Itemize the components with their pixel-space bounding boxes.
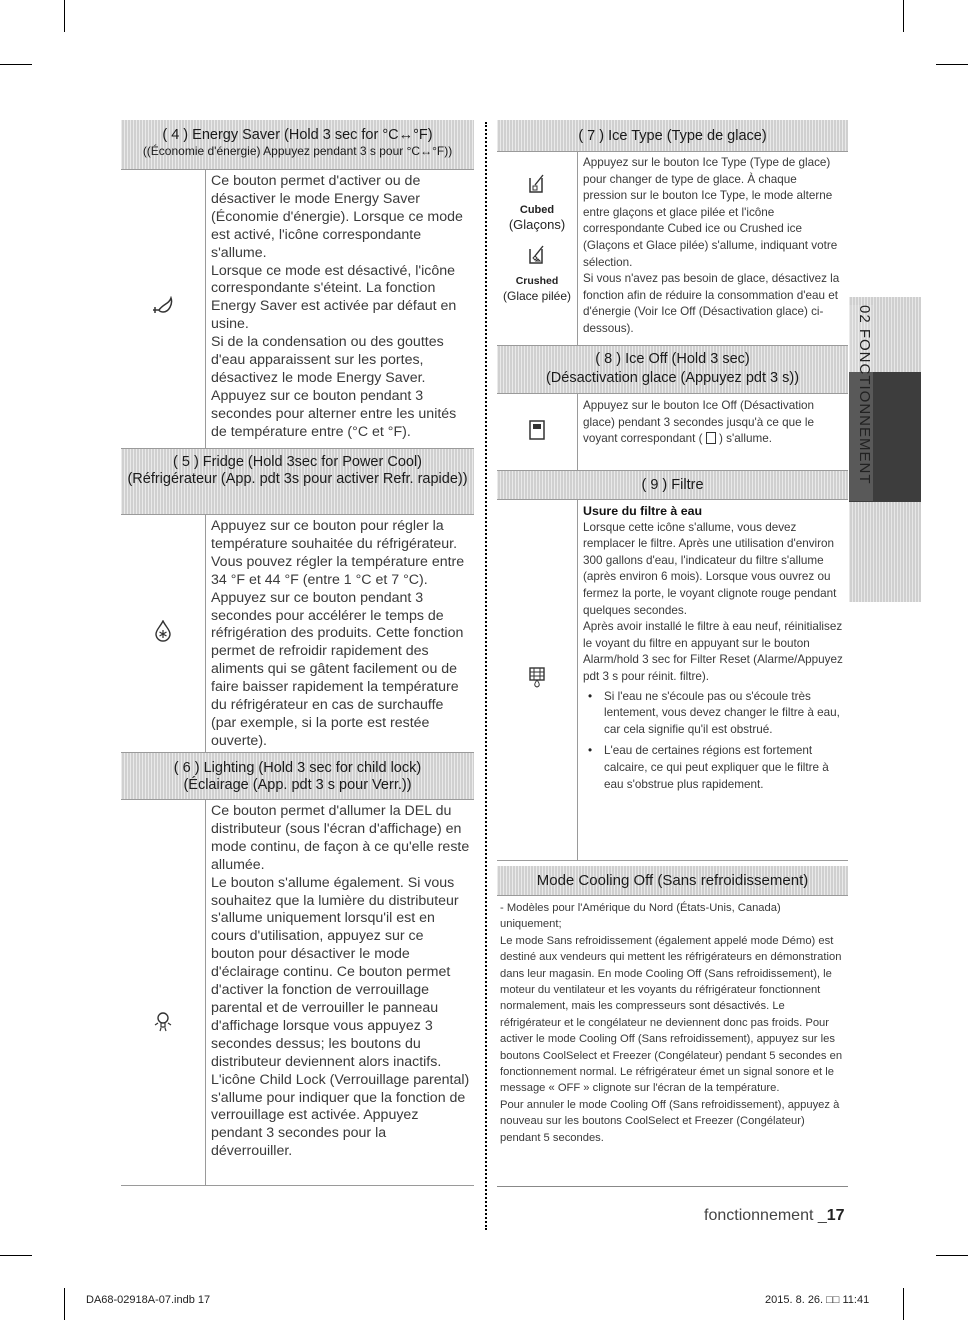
footer-section: fonctionnement _ <box>704 1207 827 1224</box>
right-column <box>497 120 848 1146</box>
section-subtitle: (Éclairage (App. pdt 3 s pour Verr.)) <box>183 777 412 793</box>
chapter-tab-label: 02 FONCTIONNEMENT <box>849 305 873 501</box>
section-header-fridge <box>121 449 474 515</box>
paragraph: Le mode Sans refroidissement (également appelé mode Démo) est destiné aux vendeurs qui mettent les réfrigérateurs en démonstration dans leur magasin. En mode Cooling Off (Sans refroidissement), le moteur du ventilateur et les voyants du réfrigérateur fonctionnent normalement, mais les compresseurs sont désactivés. Le réfrigérateur et le congélateur ne deviennent donc pas froids. Pour activer le mode Cooling Off (Sans refroidissement), appuyez sur les boutons CoolSelect et Freezer (Congélateur) pendant 5 secondes en fonctionnement normal. Le réfrigérateur émet un signal sonore et le message « OFF » clignote sur l'écran de la température. <box>500 934 843 1095</box>
paragraph: Le bouton s'allume également. Si vous souhaitez que la lumière du distributeur s'allume uniquement lorsqu'il est en cours d'utilisation, appuyez sur ce bouton pour désactiver le mode d'éclairage continu. Ce bouton permet d'activer la fonction de verrouillage parental et de verrouiller le panneau d'affichage lorsque vous appuyez 3 secondes dessus; les boutons du distributeur deviennent alors inactifs. L'icône Child Lock (Verrouillage parental) s'allume pour indiquer que la fonction de verrouillage est activée. Appuyez pendant 3 secondes pour la déverrouiller. <box>211 874 470 1160</box>
print-date-info: 2015. 8. 26. □□ 11:41 <box>765 1294 870 1306</box>
crop-mark <box>936 1255 968 1256</box>
energy-saver-text <box>206 170 474 448</box>
ice-off-icon <box>528 419 546 446</box>
section-title: Mode Cooling Off (Sans refroidissement) <box>536 872 809 889</box>
chapter-tab <box>849 297 921 602</box>
paragraph: Pour annuler le mode Cooling Off (Sans refroidissement), appuyez à nouveau sur les boutons CoolSelect et Freezer (Congélateur) pendant 5 secondes. <box>500 1098 840 1144</box>
energy-saver-icon <box>150 296 176 323</box>
left-column <box>121 120 474 1186</box>
icon-cell <box>121 800 206 1185</box>
paragraph: Si vous n'avez pas besoin de glace, désactivez la fonction afin de réduire la consommation d'eau et d'énergie (Voir Ice Off (Désactivation glace) ci-dessous). <box>583 272 840 335</box>
filter-subheading: Usure du filtre à eau <box>583 504 703 518</box>
fridge-text <box>206 515 474 752</box>
icon-cell <box>497 152 578 345</box>
text-part: ) s'allume. <box>719 432 772 446</box>
section-title: ( 5 ) Fridge (Hold 3sec for Power Cool) <box>173 454 422 470</box>
crop-mark <box>64 0 65 32</box>
ice-off-text <box>578 394 848 470</box>
ice-off-inline-icon <box>706 432 716 444</box>
crushed-label: Crushed <box>515 275 559 287</box>
section-title: ( 8 ) Ice Off (Hold 3 sec) <box>595 351 750 367</box>
filter-bullet-list <box>583 689 844 794</box>
cubed-ice-icon <box>527 174 547 203</box>
ice-type-text <box>578 152 848 345</box>
light-bulb-icon <box>151 1007 175 1038</box>
crop-mark <box>64 1288 65 1320</box>
section-header-lighting <box>121 753 474 800</box>
section-header-ice-off <box>497 346 848 394</box>
page-footer <box>704 1207 845 1225</box>
paragraph: Appuyez sur ce bouton pendant 3 secondes pour alterner entre les unités de température entre (°C et °F). <box>211 387 457 440</box>
ice-off-row <box>497 394 848 471</box>
section-subtitle: (Désactivation glace (Appuyez pdt 3 s)) <box>545 370 800 386</box>
crop-mark <box>903 0 904 32</box>
fridge-row <box>121 515 474 753</box>
paragraph: Après avoir installé le filtre à eau neuf, réinitialisez le voyant du filtre en appuyant sur le bouton Alarm/hold 3 sec for Filter Reset (Alarme/Appuyez pdt 3 s pour réinit. filtre). <box>583 620 843 683</box>
paragraph <box>583 398 844 448</box>
icon-cell <box>121 170 206 448</box>
column-separator <box>485 122 487 1230</box>
section-header-ice-type <box>497 120 848 152</box>
footer-rule <box>497 1186 848 1187</box>
icon-cell <box>497 394 578 470</box>
lighting-text <box>206 800 474 1185</box>
crop-mark <box>903 1288 904 1320</box>
filter-text <box>578 500 848 860</box>
filter-row <box>497 500 848 861</box>
list-item: • L'eau de certaines régions est fortement calcaire, ce qui peut expliquer que le filtre à eau s'obstrue plus rapidement. <box>604 743 844 793</box>
section-header-energy-saver <box>121 120 474 170</box>
section-title: ( 6 ) Lighting (Hold 3 sec for child lock) <box>173 760 422 776</box>
section-title: ( 7 ) Ice Type (Type de glace) <box>578 128 767 144</box>
power-cool-icon <box>154 620 172 647</box>
crop-mark <box>936 64 968 65</box>
paragraph: Ce bouton permet d'allumer la DEL du distributeur (sous l'écran d'affichage) en mode continu, de façon à ce qu'elle reste allumée. <box>211 803 470 873</box>
crop-mark <box>0 1255 32 1256</box>
crushed-ice-icon <box>527 245 547 274</box>
crushed-label-fr: (Glace pilée) <box>502 289 572 303</box>
text-part: Appuyez sur le bouton Ice Off (Désactivation glace) pendant 3 secondes jusqu'à ce que le voyant correspondant ( <box>583 399 815 446</box>
lighting-row <box>121 800 474 1186</box>
ice-type-row <box>497 152 848 346</box>
paragraph: - Modèles pour l'Amérique du Nord (États-Unis, Canada) uniquement; <box>500 902 781 931</box>
section-title: ( 9 ) Filtre <box>641 477 704 493</box>
cubed-label-fr: (Glaçons) <box>508 217 566 232</box>
paragraph: Appuyez sur ce bouton pour régler la température souhaitée du réfrigérateur. Vous pouvez régler la température entre 34 °F et 44 °F (entre 1 °C et 7 °C). Appuyez sur ce bouton pendant 3 secondes pour accélérer le temps de réfrigération des produits. Cette fonction permet de refroidir rapidement des aliments qui se gâtent facilement ou de faire baisser rapidement la température du réfrigérateur en cas de surchauffe (par exemple, si la porte est restée ouverte). <box>211 518 465 749</box>
icon-cell <box>497 500 578 860</box>
print-file-info: DA68-02918A-07.indb 17 <box>86 1294 211 1306</box>
cubed-label: Cubed <box>519 204 555 216</box>
section-title: ( 4 ) Energy Saver (Hold 3 sec for °C↔°F) <box>162 127 433 143</box>
paragraph: Si de la condensation ou des gouttes d'eau apparaissent sur les portes, désactivez le mode Energy Saver. <box>211 334 444 386</box>
crop-mark <box>0 64 32 65</box>
icon-cell <box>121 515 206 752</box>
paragraph: Lorsque ce mode est désactivé, l'icône correspondante s'éteint. La fonction Energy Saver est activée par défaut en usine. <box>211 262 457 333</box>
section-subtitle: ((Économie d'énergie) Appuyez pendant 3 s pour °C↔°F)) <box>142 144 453 158</box>
list-item: • Si l'eau ne s'écoule pas ou s'écoule très lentement, vous devez changer le filtre à eau, car cela signifie qu'il est obstrué. <box>604 689 844 739</box>
paragraph: Lorsque cette icône s'allume, vous devez remplacer le filtre. Après une utilisation d'environ 300 gallons d'eau, l'indicateur du filtre s'allume (après environ 6 mois). Lorsque vous ouvrez ou fermez la porte, le voyant clignote rouge pendant quelques secondes. <box>583 520 837 617</box>
paragraph: Ce bouton permet d'activer ou de désactiver le mode Energy Saver (Économie d'énergie). Lorsque ce mode est activé, l'icône correspondante s'allume. <box>211 173 463 261</box>
cooling-off-text <box>497 896 848 1146</box>
section-header-cooling-off <box>497 866 848 896</box>
page-number: 17 <box>826 1207 845 1224</box>
section-header-filter <box>497 471 848 500</box>
water-filter-icon <box>527 665 547 696</box>
section-subtitle: (Réfrigérateur (App. pdt 3s pour activer Refr. rapide)) <box>127 471 468 487</box>
energy-saver-row <box>121 170 474 449</box>
paragraph: Appuyez sur le bouton Ice Type (Type de glace) pour changer de type de glace. À chaque pression sur le bouton Ice Type, le mode alterne entre glaçons et glace pilée et l'icône correspondante Cubed ice ou Crushed ice (Glaçons et Glace pilée) s'allume, indiquant votre sélection. <box>583 156 838 269</box>
